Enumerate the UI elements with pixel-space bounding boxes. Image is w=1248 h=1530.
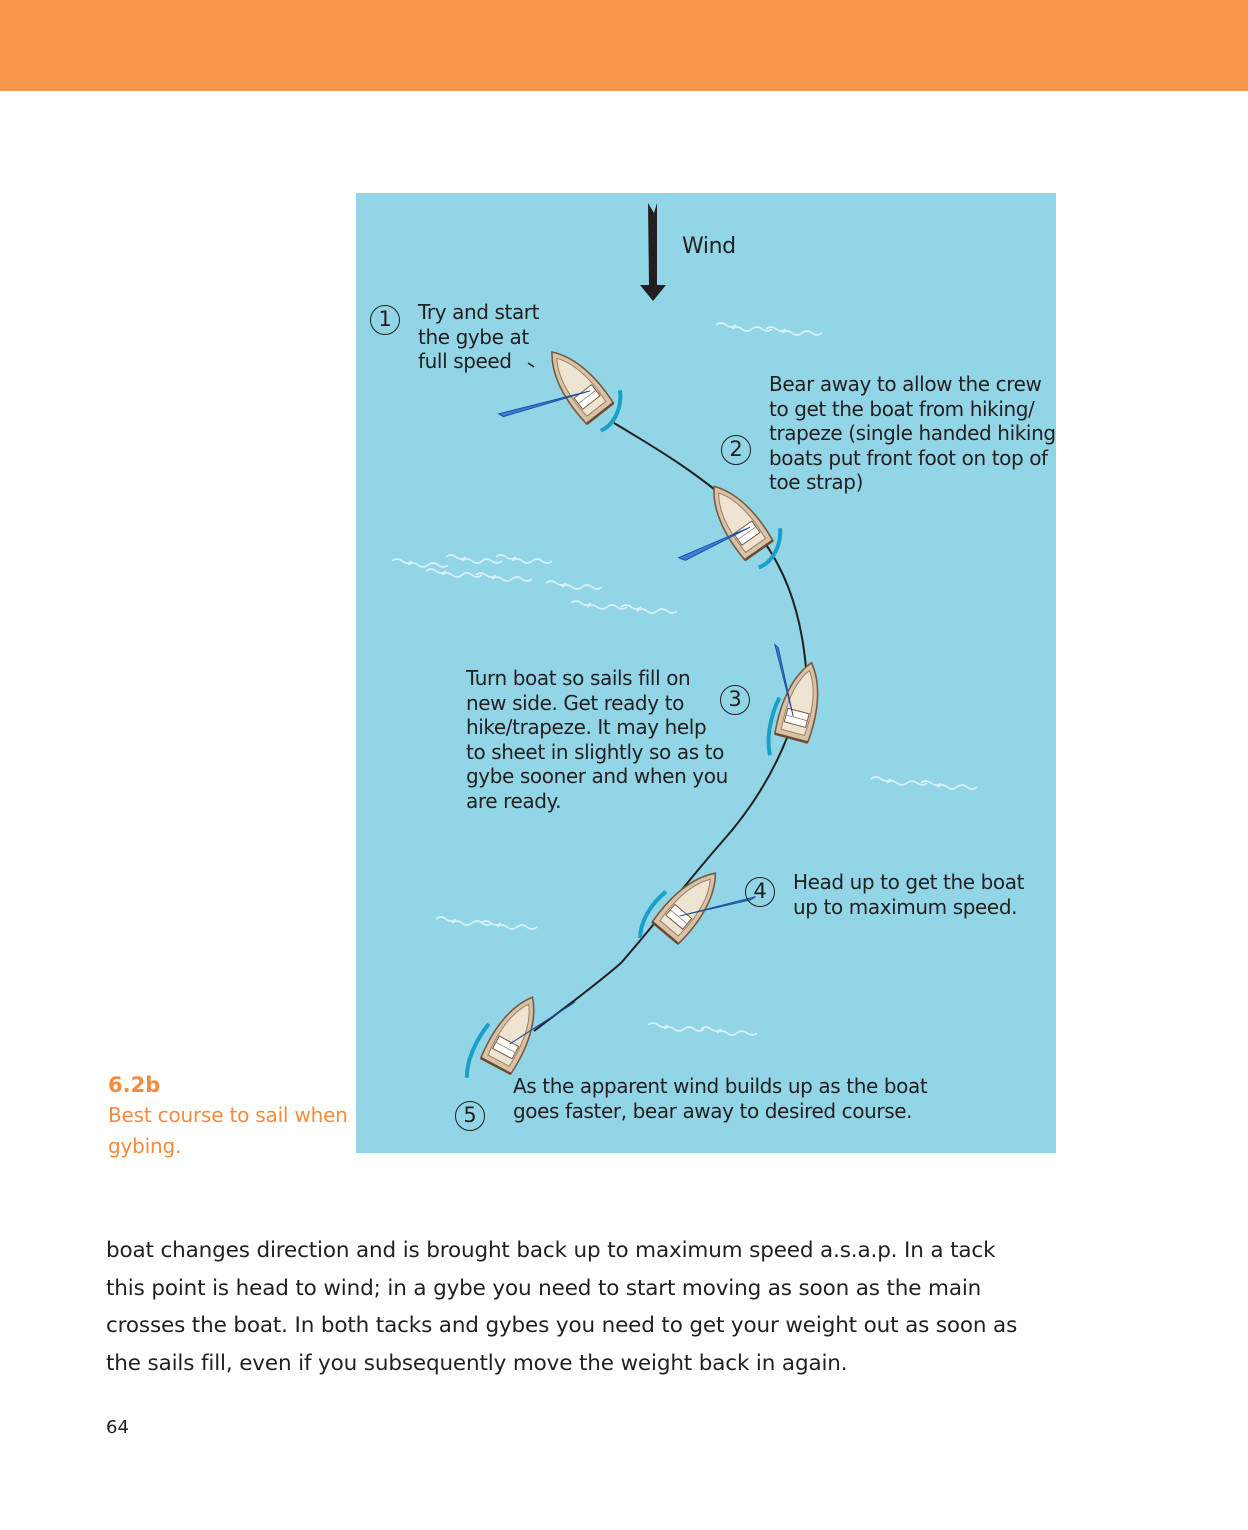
figure-caption [108,1070,353,1162]
body-paragraph [106,1232,1066,1382]
step-4-number: 4 [745,877,775,907]
step-3-number: 3 [720,685,750,715]
body-line: crosses the boat. In both tacks and gybes you need to get your weight out as soon as [106,1313,1018,1338]
step-1-number: 1 [370,305,400,335]
step-5-number: 5 [455,1101,485,1131]
wind-arrow [640,203,666,301]
figure-caption-text: Best course to sail when gybing. [108,1103,348,1158]
wind-label: Wind [682,234,736,259]
body-line: boat changes direction and is brought back up to maximum speed a.s.a.p. In a tack [106,1238,996,1263]
gybe-diagram [356,193,1056,1153]
step-1-text: Try and start the gybe at full speed [418,300,540,373]
step-3-text: Turn boat so sails fill on new side. Get ready to hike/trapeze. It may help to sheet in slightly so as to gybe sooner and when you are ready. [466,666,728,813]
figure-number: 6.2b [108,1073,161,1097]
step-4-text: Head up to get the boat up to maximum speed. [793,870,1025,919]
body-line: this point is head to wind; in a gybe you need to start moving as soon as the main [106,1275,982,1301]
header-band [0,0,1248,91]
page-number: 64 [106,1417,129,1438]
step-5-text: As the apparent wind builds up as the boat goes faster, bear away to desired course. [513,1074,928,1123]
body-line: the sails fill, even if you subsequently move the weight back in again. [106,1350,848,1376]
boat-3 [747,645,831,764]
step-2-number: 2 [721,435,751,465]
step-2-text: Bear away to allow the crew to get the boat from hiking/ trapeze (single handed hiking boats put front foot on top of toe strap) [769,372,1056,494]
boat-4 [631,849,755,977]
